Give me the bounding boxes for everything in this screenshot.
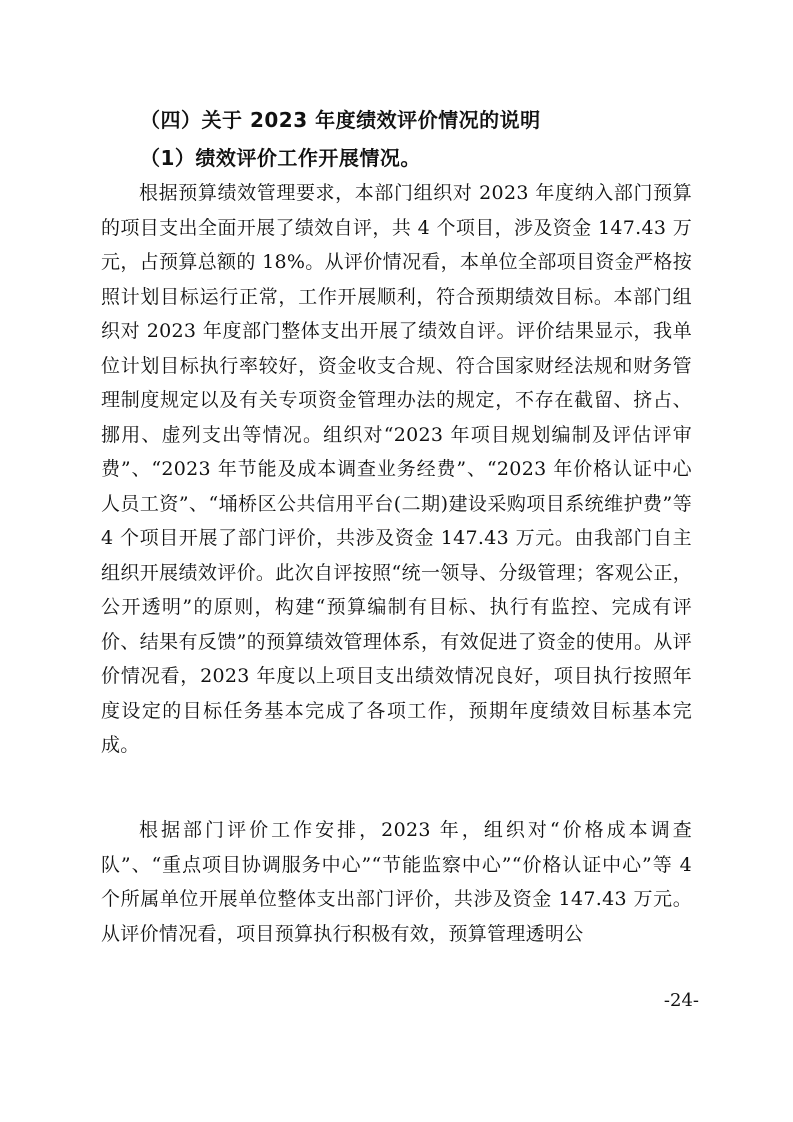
page-number: -24-: [663, 990, 699, 1011]
subsection-heading: （1）绩效评价工作开展情况。: [140, 146, 421, 170]
section-heading: （四）关于 2023 年度绩效评价情况的说明: [140, 108, 541, 132]
body-text-block-2: [101, 813, 692, 951]
paragraph-evaluation-overview: 根据预算绩效管理要求，本部门组织对 2023 年度纳入部门预算的项目支出全面开展了绩效自评，共 4 个项目，涉及资金 147.43 万元，占预算总额的 18%。从评价情况看，本单位全部项目资金严格按照计划目标运行正常，工作开展顺利，符合预期绩效目标。本部门组织对 2023 年度部门整体支出开展了绩效自评。评价结果显示，我单位计划目标执行率较好，资金收支合规、符合国家财经法规和财务管理制度规定以及有关专项资金管理办法的规定，不存在截留、挤占、挪用、虚列支出等情况。组织对“2023 年项目规划编制及评估评审费”、“2023 年节能及成本调查业务经费”、“2023 年价格认证中心人员工资”、“埇桥区公共信用平台(二期)建设采购项目系统维护费”等 4 个项目开展了部门评价，共涉及资金 147.43 万元。由我部门自主组织开展绩效评价。此次自评按照“统一领导、分级管理；客观公正，公开透明”的原则，构建“预算编制有目标、执行有监控、完成有评价、结果有反馈”的预算绩效管理体系，有效促进了资金的使用。从评价情况看，2023 年度以上项目支出绩效情况良好，项目执行按照年度设定的目标任务基本完成了各项工作，预期年度绩效目标基本完成。: [101, 182, 692, 756]
paragraph-unit-evaluation: 根据部门评价工作安排，2023 年，组织对“价格成本调查队”、“重点项目协调服务中心”“节能监察中心”“价格认证中心”等 4 个所属单位开展单位整体支出部门评价，共涉及资金 147.43 万元。从评价情况看，项目预算执行积极有效，预算管理透明公: [101, 819, 692, 945]
body-text-block-1: [101, 176, 692, 763]
